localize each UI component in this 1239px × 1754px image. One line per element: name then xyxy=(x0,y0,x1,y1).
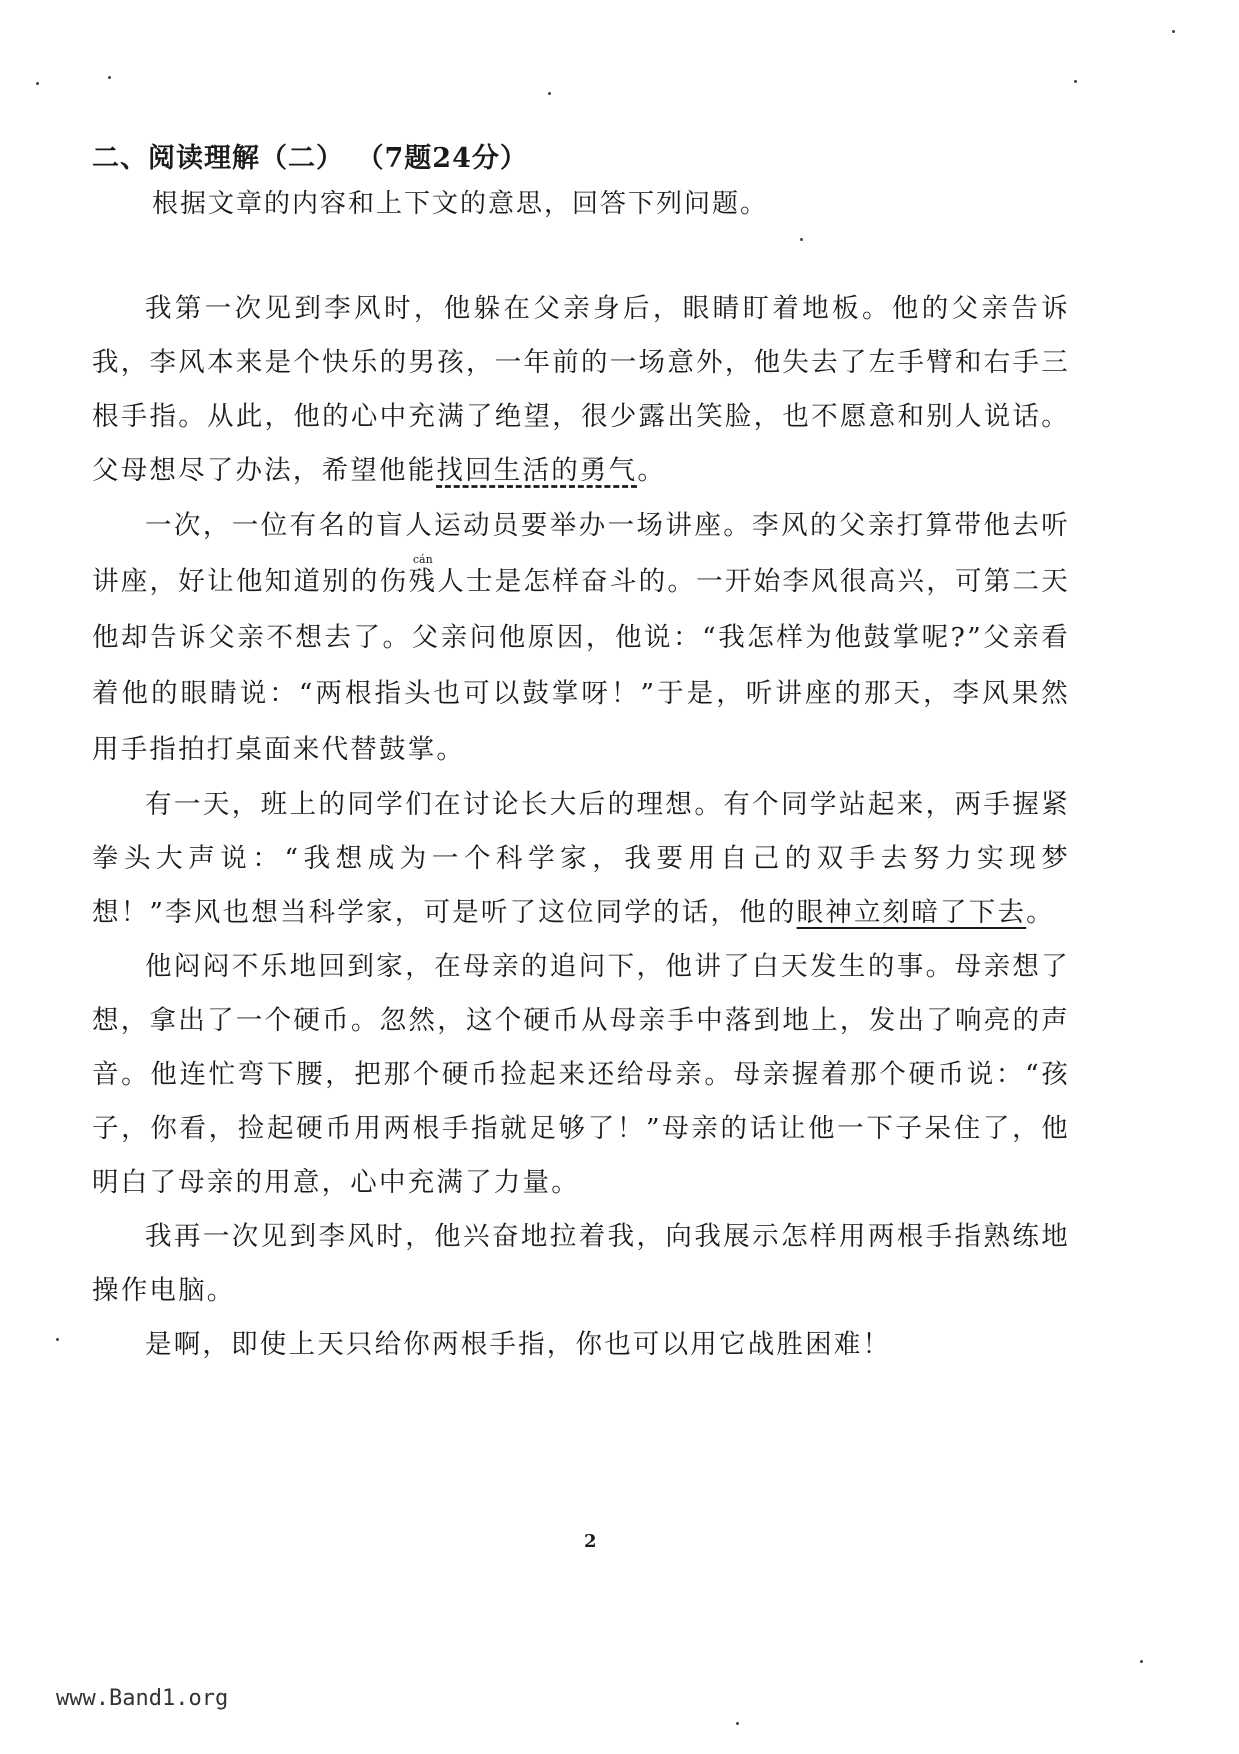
paragraph-3-text: 有一天，班上的同学们在讨论长大后的理想。有个同学站起来，两手握紧拳头大声说：“我想成为一个科学家，我要用自己的双手去努力实现梦想！”李风也想当科学家，可是听了这位同学的话，他的 xyxy=(92,789,1070,928)
scan-speck xyxy=(36,82,39,85)
scan-speck xyxy=(736,1722,739,1725)
paragraph-1 xyxy=(92,282,1070,498)
pinyin-text: cán xyxy=(408,553,438,566)
scan-speck xyxy=(800,238,803,241)
scan-speck xyxy=(108,76,111,79)
section-title: 二、阅读理解（二） xyxy=(92,143,344,174)
paragraph-6: 是啊，即使上天只给你两根手指，你也可以用它战胜困难！ xyxy=(145,1329,892,1360)
paragraph-1-end: 。 xyxy=(637,455,667,486)
paragraph-2-text-b: 人士是怎样奋斗的。一开始李风很高兴，可第二天他却告诉父亲不想去了。父亲问他原因，他说：“我怎样为他鼓掌呢?”父亲看着他的眼睛说：“两根指头也可以鼓掌呀！”于是，听讲座的那天，李风果然用手指拍打桌面来代替鼓掌。 xyxy=(92,566,1071,765)
instruction-text: 根据文章的内容和上下文的意思，回答下列问题。 xyxy=(152,189,769,219)
scan-speck xyxy=(56,1338,59,1341)
paragraph-2 xyxy=(92,498,1070,778)
reading-passage xyxy=(92,282,1070,1372)
section-score: （7题24分） xyxy=(370,143,528,174)
watermark-url: www.Band1.org xyxy=(56,1686,229,1711)
page-number: 2 xyxy=(584,1531,597,1552)
scan-speck xyxy=(1172,30,1175,33)
underlined-phrase-courage: 找回生活的勇气 xyxy=(436,455,638,486)
paragraph-1-text: 我第一次见到李风时，他躲在父亲身后，眼睛盯着地板。他的父亲告诉我，李风本来是个快乐的男孩，一年前的一场意外，他失去了左手臂和右手三根手指。从此，他的心中充满了绝望，很少露出笑脸，也不愿意和别人说话。父母想尽了办法，希望他能 xyxy=(92,293,1070,486)
pinyin-annotation xyxy=(408,553,438,597)
paragraph-3 xyxy=(92,778,1070,940)
paragraph-5: 我再一次见到李风时，他兴奋地拉着我，向我展示怎样用两根手指熟练地操作电脑。 xyxy=(92,1221,1070,1306)
pinyin-base-char: 残 xyxy=(408,566,438,597)
paragraph-4: 他闷闷不乐地回到家，在母亲的追问下，他讲了白天发生的事。母亲想了想，拿出了一个硬币。忽然，这个硬币从母亲手中落到地上，发出了响亮的声音。他连忙弯下腰，把那个硬币捡起来还给母亲。母亲握着那个硬币说：“孩子，你看，捡起硬币用两根手指就足够了！”母亲的话让他一下子呆住了，他明白了母亲的用意，心中充满了力量。 xyxy=(92,951,1070,1198)
scan-speck xyxy=(1074,80,1077,83)
underlined-phrase-eyes: 眼神立刻暗了下去 xyxy=(796,897,1027,928)
scan-speck xyxy=(548,92,551,95)
paragraph-3-end: 。 xyxy=(1026,897,1055,928)
scan-speck xyxy=(1140,1660,1143,1663)
section-heading xyxy=(92,136,528,175)
paragraph-2-text-a: 一次，一位有名的盲人运动员要举办一场讲座。李风的父亲打算带他去听讲座，好让他知道别的伤 xyxy=(92,510,1070,597)
